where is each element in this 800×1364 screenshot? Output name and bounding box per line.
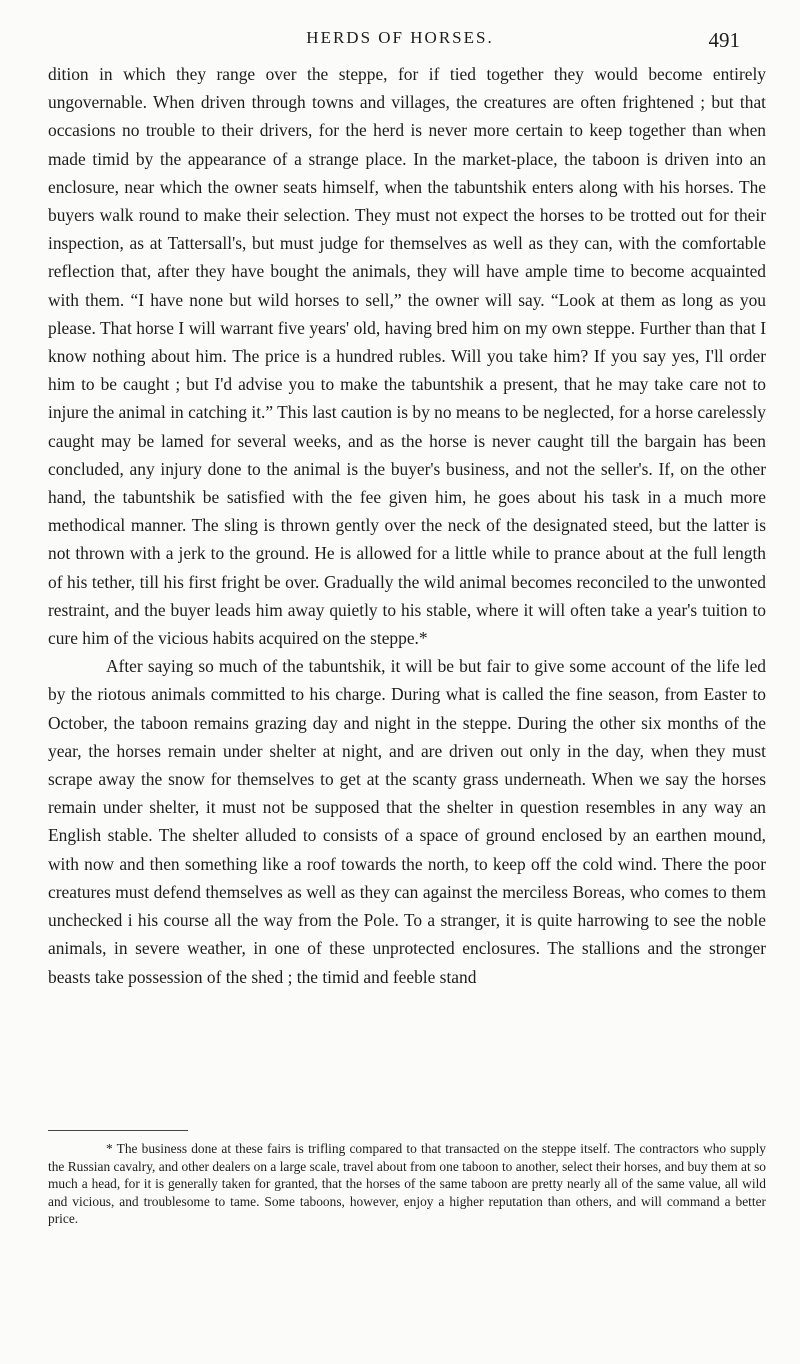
page-header bbox=[60, 28, 740, 54]
page-number: 491 bbox=[708, 28, 740, 52]
footnote-rule bbox=[48, 1130, 188, 1131]
paragraph-2: After saying so much of the tabuntshik, it will be but fair to give some account of the life led by the riotous animals committed to his charge. During what is called the fine season, from Easter to October, the taboon remains grazing day and night in the steppe. During the other six months of the year, the horses remain under shelter at night, and are driven out only in the day, when they must scrape away the snow for themselves to get at the scanty grass underneath. When we say the horses remain under shelter, it must not be supposed that the shelter in question resembles in any way an English stable. The shelter alluded to consists of a space of ground enclosed by an earthen mound, with now and then something like a roof towards the north, to keep off the cold wind. There the poor creatures must defend themselves as well as they can against the merciless Boreas, who comes to them unchecked i his course all the way from the Pole. To a stranger, it is quite harrowing to see the noble animals, in severe weather, in one of these unprotected enclosures. The stallions and the stronger beasts take possession of the shed ; the timid and feeble stand bbox=[48, 656, 766, 987]
footnote: * The business done at these fairs is trifling compared to that transacted on the steppe itself. The contractors who supply the Russian cavalry, and other dealers on a large scale, travel about from one taboon to another, select their horses, and buy them at so much a head, for it is generally taken for granted, that the horses of the same taboon are pretty nearly all of the same value, all wild and vicious, and troublesome to tame. Some taboons, however, enjoy a higher reputation than others, and will command a better price. bbox=[48, 1141, 766, 1227]
paragraph-1: dition in which they range over the steppe, for if tied together they would become entirely ungovernable. When driven through towns and villages, the creatures are often frightened ; but that occasions no trouble to their drivers, for the herd is never more certain to keep together than when made timid by the appearance of a strange place. In the market-place, the taboon is driven into an enclosure, near which the owner seats himself, when the tabuntshik enters along with his horses. The buyers walk round to make their selection. They must not expect the horses to be trotted out for their inspection, as at Tattersall's, but must judge for themselves as well as they can, with the comfortable reflection that, after they have bought the animals, they will have ample time to become acquainted with them. “I have none but wild horses to sell,” the owner will say. “Look at them as long as you please. That horse I will warrant five years' old, having bred him on my own steppe. Further than that I know nothing about him. The price is a hundred rubles. Will you take him? If you say yes, I'll order him to be caught ; but I'd advise you to make the tabuntshik a present, that he may take care not to injure the animal in catching it.” This last caution is by no means to be neglected, for a horse carelessly caught may be lamed for several weeks, and as the horse is never caught till the bargain has been concluded, any injury done to the animal is the buyer's business, and not the seller's. If, on the other hand, the tabuntshik be satisfied with the fee given him, he goes about his task in a much more methodical manner. The sling is thrown gently over the neck of the designated steed, but the latter is not thrown with a jerk to the ground. He is allowed for a little while to prance about at the full length of his tether, till his first fright be over. Gradually the wild animal becomes reconciled to the unwonted restraint, and the buyer leads him away quietly to his stable, where it will often take a year's tuition to cure him of the vicious habits acquired on the steppe.* bbox=[48, 64, 766, 649]
running-title: HERDS OF HORSES. bbox=[306, 28, 494, 47]
body-text bbox=[48, 60, 766, 991]
